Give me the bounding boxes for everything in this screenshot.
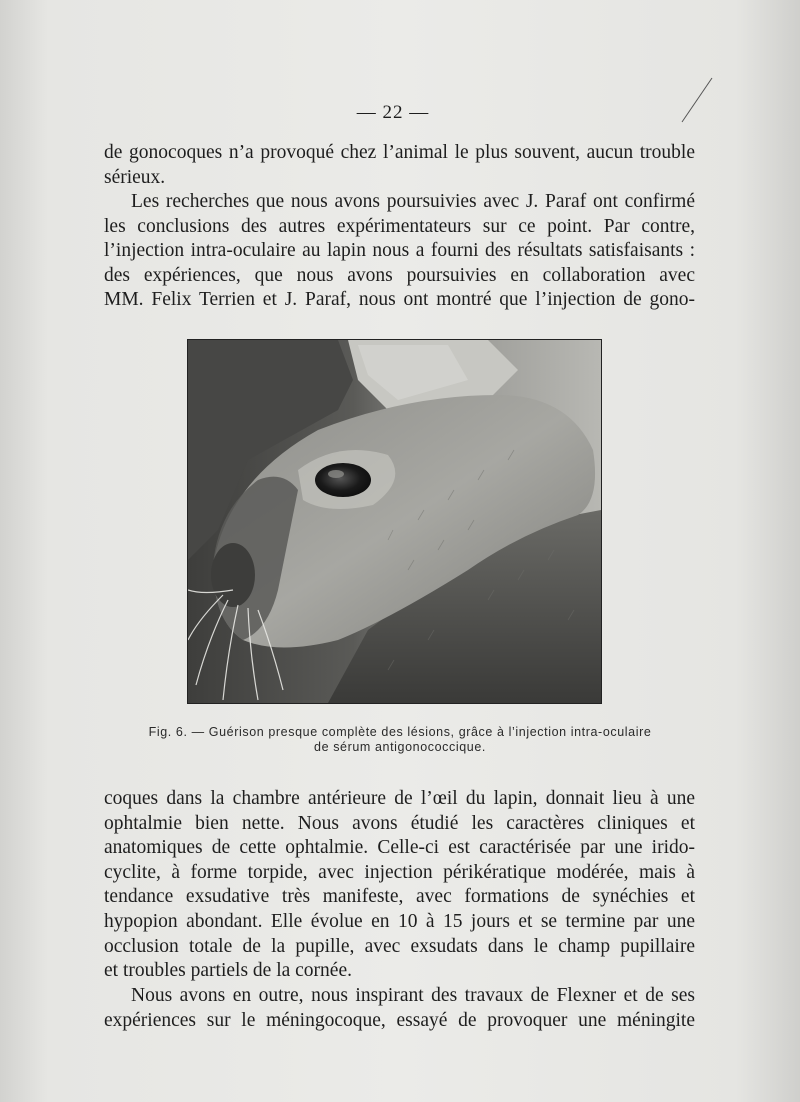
text-line: des expériences, que nous avons poursuivies en collaboration avec bbox=[104, 264, 695, 286]
text-line: hypopion abondant. Elle évolue en 10 à 15 jours et se termine par une bbox=[104, 910, 695, 932]
paragraph-bottom-2 bbox=[104, 984, 695, 1033]
page-number: — 22 — bbox=[356, 102, 430, 123]
text-line: de gonocoques n’a provoqué chez l’animal le plus souvent, aucun trouble bbox=[104, 142, 695, 163]
paragraph-top-2 bbox=[104, 190, 695, 313]
text-line: et troubles partiels de la cornée. bbox=[104, 960, 352, 982]
text-line: MM. Felix Terrien et J. Paraf, nous ont montré que l’injection de gono- bbox=[104, 289, 695, 311]
text-line: ophtalmie bien nette. Nous avons étudié les caractères cliniques et bbox=[104, 812, 695, 834]
paragraph-top-1 bbox=[104, 141, 695, 190]
figure-caption bbox=[130, 725, 670, 755]
text-line: Les recherches que nous avons poursuivies avec J. Paraf ont confirmé bbox=[131, 191, 695, 212]
text-line: les conclusions des autres expérimentateurs sur ce point. Par contre, bbox=[104, 215, 695, 237]
text-line: sérieux. bbox=[104, 166, 166, 188]
rabbit-photo-drawing bbox=[188, 340, 601, 703]
text-line: expériences sur le méningocoque, essayé de provoquer une méningite bbox=[104, 1009, 695, 1031]
text-line: anatomiques de cette ophtalmie. Celle-ci est caractérisée par une irido- bbox=[104, 837, 695, 859]
caption-line: de sérum antigonococcique. bbox=[314, 740, 486, 754]
paragraph-bottom-1 bbox=[104, 787, 695, 984]
text-line: l’injection intra-oculaire au lapin nous a fourni des résultats satisfaisants : bbox=[104, 240, 695, 262]
text-line: tendance exsudative très manifeste, avec formations de synéchies et bbox=[104, 886, 695, 908]
text-line: occlusion totale de la pupille, avec exsudats dans le champ pupillaire bbox=[104, 935, 695, 957]
text-line: Nous avons en outre, nous inspirant des travaux de Flexner et de ses bbox=[131, 985, 695, 1006]
caption-line: Fig. 6. — Guérison presque complète des lésions, grâce à l’injection intra-oculaire bbox=[148, 725, 652, 739]
text-line: coques dans la chambre antérieure de l’œil du lapin, donnait lieu à une bbox=[104, 788, 695, 809]
text-line: cyclite, à forme torpide, avec injection périkératique modérée, mais à bbox=[104, 861, 695, 883]
rabbit-photograph bbox=[187, 339, 602, 704]
